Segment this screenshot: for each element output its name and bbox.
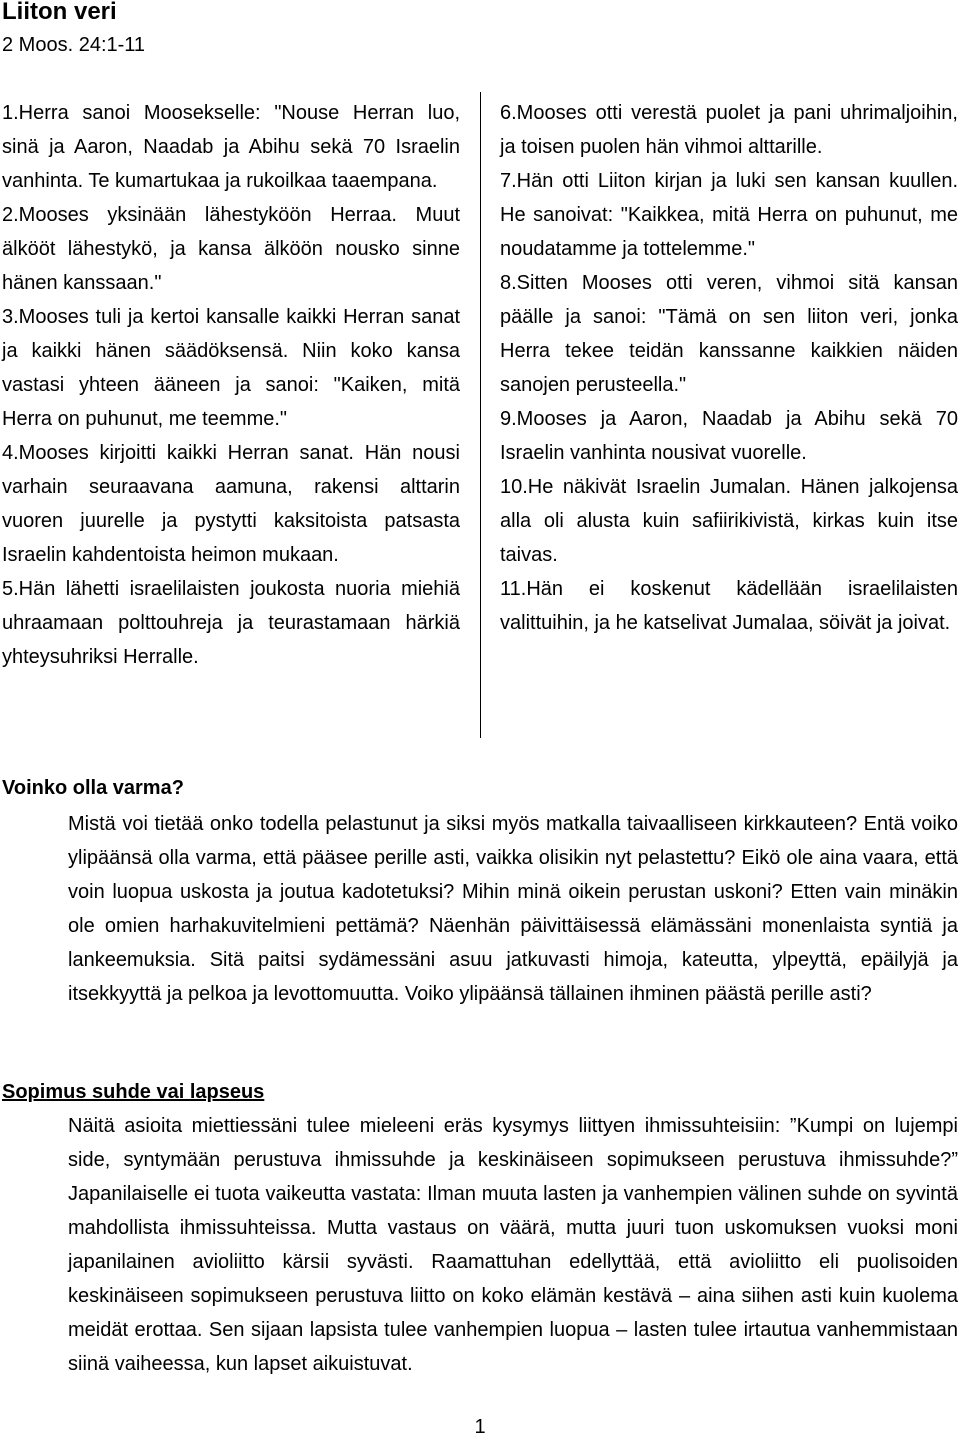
paragraph: Näitä asioita miettiessäni tulee mieleeni eräs kysymys liittyen ihmissuhteisiin: ”Kumpi on lujempi side, syntymään perustuva ihmissuhde ja keskinäiseen sopimukseen perustuva ihmissuhde?” Japanilaiselle ei tuota vaikeutta vastata: Ilman muuta lasten ja vanhempien välinen suhde on syvintä mahdollista ihmissuhteissa. Mutta vastaus on väärä, mutta juuri tuon uskomuksen vuoksi moni japanilainen avioliitto kärsii syvästi. Raamattuhan edellyttää, että avioliitto eli puolisoiden keskinäiseen sopimukseen perustuva liitto on koko elämän kestävä – aina siihen asti kuin kuolema meidät erottaa. Sen sijaan lapsista tulee vanhempien luopua – lasten tulee irtautua vanhemmistaan siinä vaiheessa, kun lapset aikuistuvat. — [68, 1115, 958, 1375]
verse-10: 10.He näkivät Israelin Jumalan. Hänen jalkojensa alla oli alusta kuin safiirikivistä, kirkas kuin itse taivas. — [500, 476, 958, 566]
verse-8: 8.Sitten Mooses otti veren, vihmoi sitä kansan päälle ja sanoi: "Tämä on sen liiton veri, jonka Herra tekee teidän kanssanne kaikkien näiden sanojen perusteella." — [500, 272, 958, 396]
column-divider — [480, 92, 481, 738]
scripture-left-column — [2, 96, 460, 674]
verse-9: 9.Mooses ja Aaron, Naadab ja Abihu sekä 70 Israelin vanhinta nousivat vuorelle. — [500, 408, 958, 464]
section-text-covenant — [68, 1109, 958, 1381]
verse-7: 7.Hän otti Liiton kirjan ja luki sen kansan kuullen. He sanoivat: "Kaikkea, mitä Herra on puhunut, me noudatamme ja tottelemme." — [500, 170, 958, 260]
section-heading-certainty: Voinko olla varma? — [2, 777, 184, 799]
scripture-reference: 2 Moos. 24:1-11 — [2, 34, 146, 56]
page-number: 1 — [474, 1416, 486, 1438]
verse-6: 6.Mooses otti verestä puolet ja pani uhrimaljoihin, ja toisen puolen hän vihmoi alttarille. — [500, 102, 958, 158]
verse-2: 2.Mooses yksinään lähestyköön Herraa. Muut älkööt lähestykö, ja kansa älköön nousko sinne hänen kanssaan." — [2, 204, 460, 294]
paragraph: Mistä voi tietää onko todella pelastunut ja siksi myös matkalla taivaalliseen kirkkauteen? Entä voiko ylipäänsä olla varma, että pääsee perille asti, vaikka olisikin nyt pelastettu? Eikö ole aina vaara, että voin luopua uskosta ja joutua kadotetuksi? Mihin minä oikein perustan uskoni? Etten vain minäkin ole omien harhakuvitelmieni pettämä? Näenhän päivittäisessä elämässäni monenlaista syntiä ja lankeemuksia. Sitä paitsi sydämessäni asuu jatkuvasti himoja, kateutta, ylpeyttä, epäilyjä ja itsekkyyttä ja pelkoa ja levottomuutta. Voiko ylipäänsä tällainen ihminen päästä perille asti? — [68, 813, 958, 1005]
section-heading-covenant — [2, 1077, 264, 1107]
verse-3: 3.Mooses tuli ja kertoi kansalle kaikki Herran sanat ja kaikki hänen säädöksensä. Niin koko kansa vastasi yhteen ääneen ja sanoi: "Kaiken, mitä Herra on puhunut, me teemme." — [2, 306, 460, 430]
verse-4: 4.Mooses kirjoitti kaikki Herran sanat. Hän nousi varhain seuraavana aamuna, rakensi alttarin vuoren juurelle ja pystytti kaksitoista patsasta Israelin kahdentoista heimon mukaan. — [2, 442, 460, 566]
section-text-certainty — [68, 807, 958, 1011]
page-title: Liiton veri — [2, 0, 117, 25]
verse-11: 11.Hän ei koskenut kädellään israelilaisten valittuihin, ja he katselivat Jumalaa, söivät ja joivat. — [500, 578, 958, 634]
verse-5: 5.Hän lähetti israelilaisten joukosta nuoria miehiä uhraamaan polttouhreja ja teurastamaan härkiä yhteysuhriksi Herralle. — [2, 578, 460, 668]
verse-1: 1.Herra sanoi Moosekselle: "Nouse Herran luo, sinä ja Aaron, Naadab ja Abihu sekä 70 Israelin vanhinta. Te kumartukaa ja rukoilkaa taaempana. — [2, 102, 460, 192]
section-heading-covenant-label: Sopimus suhde vai lapseus — [2, 1081, 265, 1103]
scripture-right-column — [500, 96, 958, 640]
